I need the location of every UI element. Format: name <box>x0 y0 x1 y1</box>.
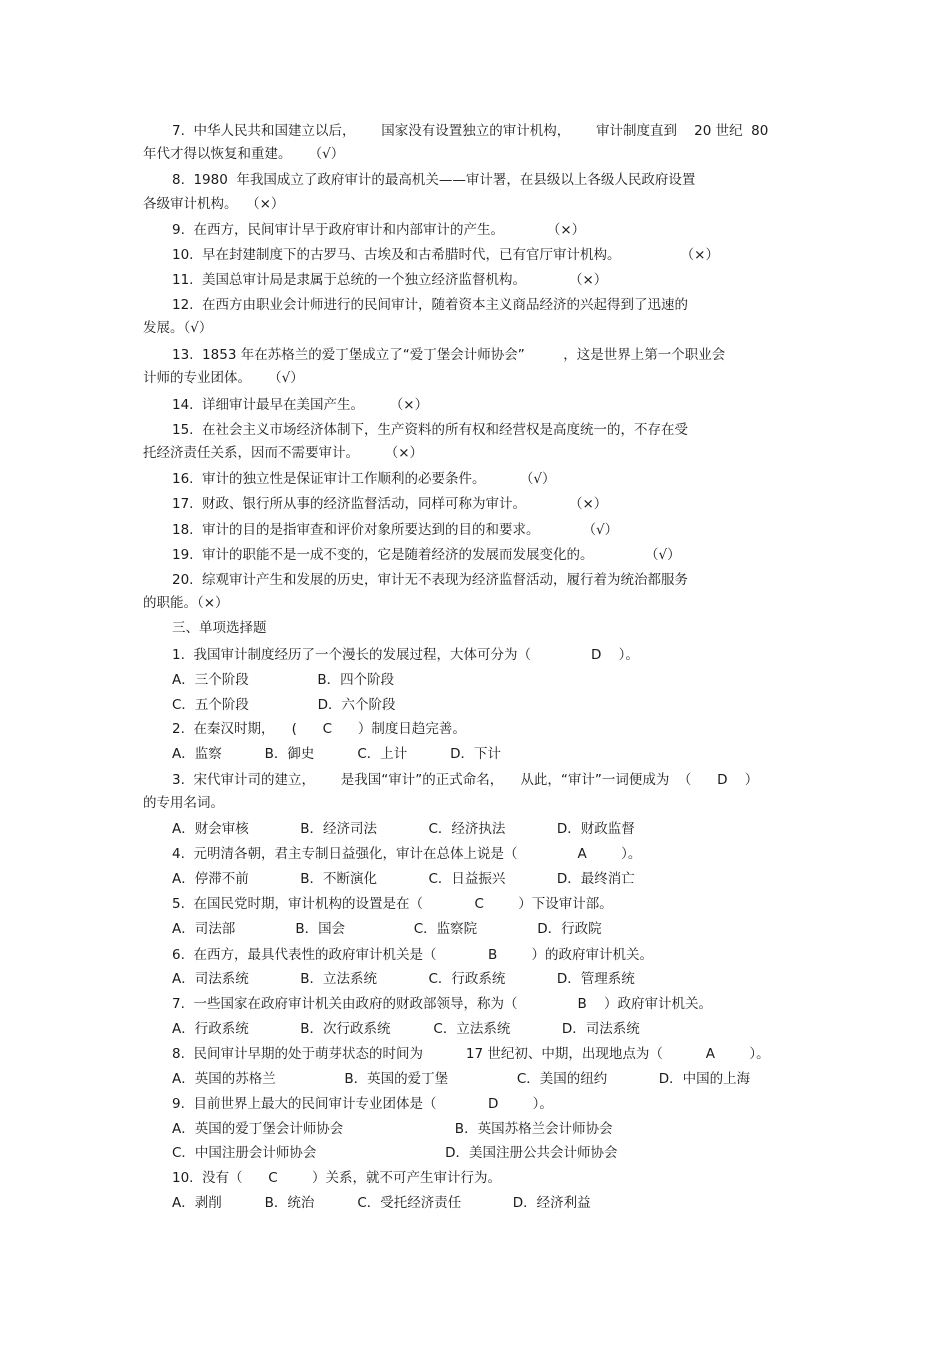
mc-q1: 1. 我国审计制度经历了一个漫长的发展过程，大体可分为（ D ）。 <box>172 647 639 663</box>
mc-q4: 4. 元明清各朝，君主专制日益强化，审计在总体上说是（ A ）。 <box>172 846 642 862</box>
tf-item-12-line1: 12. 在西方由职业会计师进行的民间审计，随着资本主义商品经济的兴起得到了迅速的 <box>172 297 689 313</box>
tf-item-17: 17. 财政、银行所从事的经济监督活动，同样可称为审计。 （×） <box>172 496 608 512</box>
tf-item-8-line1: 8. 1980 年我国成立了政府审计的最高机关——审计署，在县级以上各级人民政府设置 <box>172 172 696 188</box>
mc-q5: 5. 在国民党时期，审计机构的设置是在（ C ）下设审计部。 <box>172 896 613 912</box>
mc-q6: 6. 在西方，最具代表性的政府审计机关是（ B ）的政府审计机关。 <box>172 947 654 963</box>
tf-item-20-line1: 20. 综观审计产生和发展的历史，审计无不表现为经济监督活动，履行着为统治都服务 <box>172 572 689 588</box>
tf-item-14: 14. 详细审计最早在美国产生。 （×） <box>172 397 429 413</box>
mc-q9: 9. 目前世界上最大的民间审计专业团体是（ D ）。 <box>172 1096 553 1112</box>
mc-q8-options: A．英国的苏格兰 B．英国的爱丁堡 C．美国的纽约 D．中国的上海 <box>172 1071 751 1087</box>
mc-q9-options-ab: A．英国的爱丁堡会计师协会 B．英国苏格兰会计师协会 <box>172 1121 613 1137</box>
tf-item-13-line2: 计师的专业团体。 （√） <box>143 370 304 386</box>
mc-q4-options: A．停滞不前 B．不断演化 C．日益振兴 D．最终消亡 <box>172 871 635 887</box>
mc-q1-options-cd: C．五个阶段 D．六个阶段 <box>172 697 396 713</box>
tf-item-19: 19. 审计的职能不是一成不变的，它是随着经济的发展而发展变化的。 （√） <box>172 547 681 563</box>
mc-q3-line1: 3. 宋代审计司的建立， 是我国“审计”的正式命名， 从此，“审计”一词便成为 （ D ） <box>172 772 759 788</box>
tf-item-18: 18. 审计的目的是指审查和评价对象所要达到的目的和要求。 （√） <box>172 522 619 538</box>
tf-item-15-line1: 15. 在社会主义市场经济体制下，生产资料的所有权和经营权是高度统一的，不存在受 <box>172 422 689 438</box>
tf-item-15-line2: 托经济责任关系，因而不需要审计。 （×） <box>143 445 424 461</box>
mc-q8: 8. 民间审计早期的处于萌芽状态的时间为 17 世纪初、中期，出现地点为（ A ）。 <box>172 1046 770 1062</box>
tf-item-11: 11. 美国总审计局是隶属于总统的一个独立经济监督机构。 （×） <box>172 272 608 288</box>
mc-q7-options: A．行政系统 B．次行政系统 C．立法系统 D．司法系统 <box>172 1021 640 1037</box>
tf-item-7-line1: 7. 中华人民共和国建立以后， 国家没有设置独立的审计机构， 审计制度直到 20 世纪 80 <box>172 123 769 139</box>
mc-q3-line2: 的专用名词。 <box>143 795 224 811</box>
tf-item-10: 10. 早在封建制度下的古罗马、古埃及和古希腊时代，已有官厅审计机构。 （×） <box>172 247 719 263</box>
mc-q2: 2. 在秦汉时期， ( C ）制度日趋完善。 <box>172 721 466 737</box>
mc-q1-options-ab: A．三个阶段 B．四个阶段 <box>172 672 395 688</box>
mc-q3-options: A．财会审核 B．经济司法 C．经济执法 D．财政监督 <box>172 821 635 837</box>
tf-item-16: 16. 审计的独立性是保证审计工作顺利的必要条件。 （√） <box>172 471 556 487</box>
tf-item-13-line1: 13. 1853 年在苏格兰的爱丁堡成立了“爱丁堡会计师协会” ，这是世界上第一个职业会 <box>172 347 726 363</box>
section-title: 三、单项选择题 <box>172 620 267 636</box>
mc-q10: 10. 没有（ C ）关系，就不可产生审计行为。 <box>172 1170 502 1186</box>
tf-item-12-line2: 发展。（√） <box>143 320 213 336</box>
mc-q9-options-cd: C．中国注册会计师协会 D．美国注册公共会计师协会 <box>172 1145 618 1161</box>
mc-q2-options: A．监察 B．御史 C．上计 D．下计 <box>172 746 502 762</box>
tf-item-8-line2: 各级审计机构。 （×） <box>143 196 285 212</box>
tf-item-20-line2: 的职能。（×） <box>143 595 229 611</box>
tf-item-9: 9. 在西方，民间审计早于政府审计和内部审计的产生。 （×） <box>172 222 586 238</box>
mc-q7: 7. 一些国家在政府审计机关由政府的财政部领导，称为（ B ）政府审计机关。 <box>172 996 712 1012</box>
mc-q10-options: A．剥削 B．统治 C．受托经济责任 D．经济利益 <box>172 1195 591 1211</box>
mc-q5-options: A．司法部 B．国会 C．监察院 D．行政院 <box>172 921 602 937</box>
tf-item-7-line2: 年代才得以恢复和重建。 （√） <box>143 146 345 162</box>
mc-q6-options: A．司法系统 B．立法系统 C．行政系统 D．管理系统 <box>172 971 635 987</box>
